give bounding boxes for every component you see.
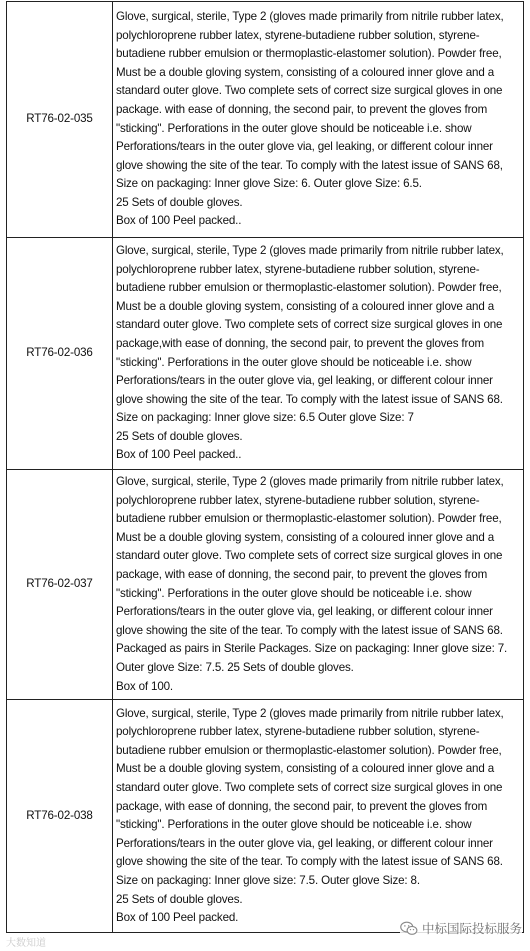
product-spec-table bbox=[6, 1, 524, 933]
watermark-left: 大数知道 bbox=[6, 938, 46, 949]
item-code-cell: RT76-02-035 bbox=[7, 2, 113, 238]
watermark-right bbox=[400, 919, 522, 937]
table-row bbox=[7, 470, 524, 700]
item-description-text: Glove, surgical, sterile, Type 2 (gloves made primarily from nitrile rubber latex, polychloroprene rubber latex, styrene-butadiene rubber solution, styrene- butadiene rubber emulsion or thermoplastic-elastomer solution). Powder free, Must be a double gloving system, consisting of a coloured inner glove and a standard outer glove. Two complete sets of correct size surgical gloves in one package, with ease of donning, the second pair, to prevent the gloves from "sticking". Perforations in the outer glove should be noticeable i.e. show Perforations/tears in the outer glove via, gel leaking, or different colour inner glove showing the site of the tear. To comply with the latest issue of SANS 68. Packaged as pairs in Sterile Packages. Size on packaging: Inner glove size: 7. Outer glove Size: 7.5. 25 Sets of double gloves. Box of 100. bbox=[116, 475, 508, 693]
table-row bbox=[7, 2, 524, 238]
table-row bbox=[7, 700, 524, 933]
table-row bbox=[7, 238, 524, 470]
item-description-cell bbox=[113, 2, 524, 238]
item-description-cell bbox=[113, 470, 524, 700]
item-code-cell: RT76-02-036 bbox=[7, 238, 113, 470]
watermark-footer bbox=[0, 912, 530, 951]
item-description-text: Glove, surgical, sterile, Type 2 (gloves made primarily from nitrile rubber latex, polychloroprene rubber latex, styrene-butadiene rubber solution, styrene- butadiene rubber emulsion or thermoplastic-elastomer solution). Powder free, Must be a double gloving system, consisting of a coloured inner glove and a standard outer glove. Two complete sets of correct size surgical gloves in one package. with ease of donning, the second pair, to prevent the gloves from "sticking". Perforations in the outer glove should be noticeable i.e. show Perforations/tears in the outer glove via, gel leaking, or different colour inner glove showing the site of the tear. To comply with the latest issue of SANS 68, Size on packaging: Inner glove Size: 6. Outer glove Size: 6.5. 25 Sets of double gloves. Box of 100 Peel packed.. bbox=[116, 9, 504, 228]
item-description-cell bbox=[113, 238, 524, 470]
item-description-text: Glove, surgical, sterile, Type 2 (gloves made primarily from nitrile rubber latex, polychloroprene rubber latex, styrene-butadiene rubber solution, styrene- butadiene rubber emulsion or thermoplastic-elastomer solution). Powder free, Must be a double gloving system, consisting of a coloured inner glove and a standard outer glove. Two complete sets of correct size surgical gloves in one package,with ease of donning, the second pair, to prevent the gloves from "sticking". Perforations in the outer glove should be noticeable i.e. show Perforations/tears in the outer glove via, gel leaking, or different colour inner glove showing the site of the tear. To comply with the latest issue of SANS 68. Size on packaging: Inner glove size: 6.5 Outer glove Size: 7 25 Sets of double gloves. Box of 100 Peel packed.. bbox=[116, 243, 504, 462]
item-code-cell: RT76-02-037 bbox=[7, 470, 113, 700]
item-description-text: Glove, surgical, sterile, Type 2 (gloves made primarily from nitrile rubber latex, polychloroprene rubber latex, styrene-butadiene rubber solution, styrene- butadiene rubber emulsion or thermoplastic-elastomer solution). Powder free, Must be a double gloving system, consisting of a coloured inner glove and a standard outer glove. Two complete sets of correct size surgical gloves in one package, with ease of donning, the second pair, to prevent the gloves from "sticking". Perforations in the outer glove should be noticeable i.e. show Perforations/tears in the outer glove via, gel leaking, or different colour inner glove showing the site of the tear. To comply with the latest issue of SANS 68. Size on packaging: Inner glove size: 7.5. Outer glove Size: 8. 25 Sets of double gloves. Box of 100 Peel packed. bbox=[116, 706, 504, 925]
item-code-cell: RT76-02-038 bbox=[7, 700, 113, 933]
watermark-account-name: 中标国际投标服务 bbox=[421, 922, 522, 936]
wechat-icon bbox=[400, 921, 418, 936]
item-description-cell bbox=[113, 700, 524, 933]
